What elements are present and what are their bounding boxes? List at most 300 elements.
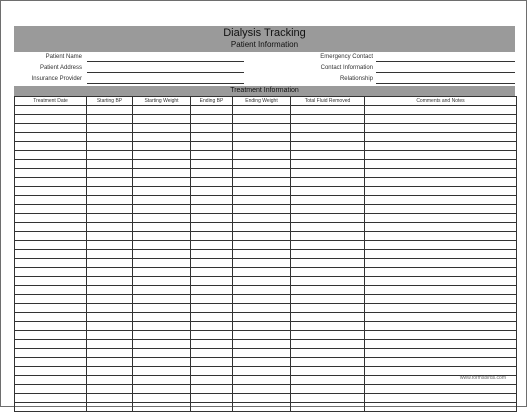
table-cell[interactable]: [291, 340, 365, 349]
footer-url: www.formsbirds.com: [459, 375, 506, 381]
table-cell[interactable]: [291, 124, 365, 133]
table-cell[interactable]: [365, 286, 517, 295]
table-cell[interactable]: [191, 160, 233, 169]
table-cell[interactable]: [233, 250, 291, 259]
table-cell[interactable]: [191, 223, 233, 232]
table-row: [15, 331, 517, 340]
table-row: [15, 187, 517, 196]
table-cell[interactable]: [133, 115, 191, 124]
relationship-line[interactable]: [376, 83, 515, 84]
table-cell[interactable]: [87, 124, 133, 133]
table-cell[interactable]: [87, 313, 133, 322]
table-cell[interactable]: [291, 394, 365, 403]
table-row: [15, 241, 517, 250]
table-cell[interactable]: [291, 133, 365, 142]
table-cell[interactable]: [15, 187, 87, 196]
table-cell[interactable]: [233, 358, 291, 367]
table-cell[interactable]: [233, 214, 291, 223]
table-row: [15, 151, 517, 160]
table-cell[interactable]: [15, 178, 87, 187]
table-cell[interactable]: [133, 304, 191, 313]
table-cell[interactable]: [291, 376, 365, 385]
table-cell[interactable]: [291, 250, 365, 259]
table-cell[interactable]: [233, 322, 291, 331]
table-cell[interactable]: [233, 133, 291, 142]
table-cell[interactable]: [291, 358, 365, 367]
table-cell[interactable]: [133, 268, 191, 277]
table-cell[interactable]: [233, 169, 291, 178]
table-cell[interactable]: [133, 232, 191, 241]
table-cell[interactable]: [233, 376, 291, 385]
table-cell[interactable]: [291, 277, 365, 286]
table-cell[interactable]: [15, 358, 87, 367]
table-cell[interactable]: [291, 259, 365, 268]
table-cell[interactable]: [233, 151, 291, 160]
table-cell[interactable]: [191, 115, 233, 124]
table-cell[interactable]: [191, 169, 233, 178]
table-cell[interactable]: [133, 151, 191, 160]
table-cell[interactable]: [291, 142, 365, 151]
table-cell[interactable]: [291, 232, 365, 241]
table-cell[interactable]: [87, 133, 133, 142]
table-row: [15, 358, 517, 367]
table-cell[interactable]: [87, 385, 133, 394]
table-cell[interactable]: [233, 187, 291, 196]
table-cell[interactable]: [15, 214, 87, 223]
table-cell[interactable]: [15, 205, 87, 214]
table-cell[interactable]: [365, 142, 517, 151]
table-cell[interactable]: [291, 106, 365, 115]
table-cell[interactable]: [133, 367, 191, 376]
table-cell[interactable]: [233, 259, 291, 268]
column-header-treatment-date: Treatment Date: [15, 97, 87, 106]
table-cell[interactable]: [291, 403, 365, 412]
patient-address-line[interactable]: [87, 72, 244, 73]
table-row: [15, 133, 517, 142]
table-cell[interactable]: [191, 205, 233, 214]
table-cell[interactable]: [87, 331, 133, 340]
table-cell[interactable]: [365, 160, 517, 169]
table-row: [15, 223, 517, 232]
column-header-ending-bp: Ending BP: [191, 97, 233, 106]
table-cell[interactable]: [133, 358, 191, 367]
table-cell[interactable]: [233, 106, 291, 115]
table-cell[interactable]: [133, 277, 191, 286]
table-row: [15, 340, 517, 349]
table-cell[interactable]: [191, 250, 233, 259]
treatment-table: [14, 96, 517, 412]
table-cell[interactable]: [87, 142, 133, 151]
table-row: [15, 106, 517, 115]
table-cell[interactable]: [233, 286, 291, 295]
patient-address-field[interactable]: [14, 63, 244, 74]
table-cell[interactable]: [15, 295, 87, 304]
table-cell[interactable]: [191, 232, 233, 241]
table-cell[interactable]: [191, 385, 233, 394]
table-cell[interactable]: [191, 358, 233, 367]
table-cell[interactable]: [233, 232, 291, 241]
table-cell[interactable]: [191, 295, 233, 304]
table-cell[interactable]: [191, 322, 233, 331]
title-bar: [14, 26, 515, 52]
table-cell[interactable]: [291, 214, 365, 223]
table-cell[interactable]: [87, 286, 133, 295]
table-cell[interactable]: [291, 151, 365, 160]
table-cell[interactable]: [191, 124, 233, 133]
table-cell[interactable]: [87, 295, 133, 304]
table-cell[interactable]: [191, 331, 233, 340]
table-cell[interactable]: [133, 295, 191, 304]
table-cell[interactable]: [191, 340, 233, 349]
table-cell[interactable]: [87, 223, 133, 232]
table-cell[interactable]: [233, 142, 291, 151]
table-cell[interactable]: [15, 223, 87, 232]
table-row: [15, 250, 517, 259]
table-cell[interactable]: [365, 385, 517, 394]
table-cell[interactable]: [291, 304, 365, 313]
table-cell[interactable]: [133, 394, 191, 403]
table-cell[interactable]: [133, 403, 191, 412]
table-cell[interactable]: [87, 232, 133, 241]
table-cell[interactable]: [191, 277, 233, 286]
table-cell[interactable]: [191, 394, 233, 403]
table-cell[interactable]: [15, 160, 87, 169]
table-cell[interactable]: [15, 124, 87, 133]
table-cell[interactable]: [233, 394, 291, 403]
table-cell[interactable]: [191, 367, 233, 376]
table-cell[interactable]: [291, 223, 365, 232]
table-cell[interactable]: [87, 367, 133, 376]
table-row: [15, 376, 517, 385]
table-cell[interactable]: [15, 106, 87, 115]
table-cell[interactable]: [133, 142, 191, 151]
table-row: [15, 322, 517, 331]
insurance-provider-line[interactable]: [87, 83, 244, 84]
table-cell[interactable]: [233, 196, 291, 205]
table-cell[interactable]: [291, 241, 365, 250]
table-row: [15, 295, 517, 304]
contact-information-line[interactable]: [376, 72, 515, 73]
table-cell[interactable]: [15, 394, 87, 403]
table-cell[interactable]: [15, 403, 87, 412]
column-header-comments-and-notes: Comments and Notes: [365, 97, 517, 106]
table-cell[interactable]: [365, 124, 517, 133]
table-cell[interactable]: [133, 331, 191, 340]
column-header-starting-bp: Starting BP: [87, 97, 133, 106]
table-cell[interactable]: [233, 385, 291, 394]
table-cell[interactable]: [365, 232, 517, 241]
table-cell[interactable]: [133, 340, 191, 349]
table-cell[interactable]: [291, 205, 365, 214]
table-cell[interactable]: [233, 205, 291, 214]
table-cell[interactable]: [365, 322, 517, 331]
table-cell[interactable]: [291, 169, 365, 178]
table-cell[interactable]: [15, 259, 87, 268]
table-cell[interactable]: [233, 178, 291, 187]
column-header-ending-weight: Ending Weight: [233, 97, 291, 106]
patient-name-line[interactable]: [87, 61, 244, 62]
table-cell[interactable]: [291, 160, 365, 169]
insurance-provider-field[interactable]: [14, 74, 244, 85]
table-row: [15, 268, 517, 277]
table-cell[interactable]: [15, 151, 87, 160]
table-cell[interactable]: [365, 403, 517, 412]
table-cell[interactable]: [15, 367, 87, 376]
table-row: [15, 178, 517, 187]
table-cell[interactable]: [87, 277, 133, 286]
table-cell[interactable]: [291, 331, 365, 340]
table-cell[interactable]: [365, 268, 517, 277]
patient-information-heading: Patient Information: [230, 40, 299, 49]
table-cell[interactable]: [87, 259, 133, 268]
table-cell[interactable]: [133, 286, 191, 295]
table-row: [15, 214, 517, 223]
table-cell[interactable]: [87, 358, 133, 367]
insurance-provider-label: Insurance Provider: [31, 76, 82, 82]
table-cell[interactable]: [133, 223, 191, 232]
table-cell[interactable]: [365, 349, 517, 358]
table-cell[interactable]: [87, 187, 133, 196]
table-cell[interactable]: [191, 142, 233, 151]
table-cell[interactable]: [365, 295, 517, 304]
table-cell[interactable]: [291, 322, 365, 331]
column-header-total-fluid-removed: Total Fluid Removed: [291, 97, 365, 106]
table-cell[interactable]: [191, 376, 233, 385]
table-cell[interactable]: [15, 241, 87, 250]
table-cell[interactable]: [87, 151, 133, 160]
table-cell[interactable]: [233, 367, 291, 376]
table-cell[interactable]: [365, 196, 517, 205]
table-cell[interactable]: [365, 223, 517, 232]
table-cell[interactable]: [233, 160, 291, 169]
table-cell[interactable]: [291, 187, 365, 196]
table-cell[interactable]: [291, 295, 365, 304]
table-cell[interactable]: [191, 133, 233, 142]
table-cell[interactable]: [291, 268, 365, 277]
table-cell[interactable]: [291, 349, 365, 358]
table-cell[interactable]: [15, 268, 87, 277]
table-cell[interactable]: [191, 214, 233, 223]
table-cell[interactable]: [233, 277, 291, 286]
contact-information-field[interactable]: [284, 63, 515, 74]
table-cell[interactable]: [291, 196, 365, 205]
table-cell[interactable]: [87, 214, 133, 223]
table-cell[interactable]: [15, 142, 87, 151]
table-cell[interactable]: [15, 322, 87, 331]
table-row: [15, 142, 517, 151]
table-cell[interactable]: [87, 349, 133, 358]
table-cell[interactable]: [87, 268, 133, 277]
table-cell[interactable]: [133, 160, 191, 169]
table-cell[interactable]: [365, 151, 517, 160]
table-cell[interactable]: [133, 313, 191, 322]
table-cell[interactable]: [133, 106, 191, 115]
table-cell[interactable]: [191, 286, 233, 295]
table-cell[interactable]: [365, 214, 517, 223]
table-cell[interactable]: [87, 376, 133, 385]
table-cell[interactable]: [15, 313, 87, 322]
table-row: [15, 232, 517, 241]
table-cell[interactable]: [191, 187, 233, 196]
table-cell[interactable]: [233, 295, 291, 304]
table-cell[interactable]: [191, 349, 233, 358]
table-cell[interactable]: [365, 259, 517, 268]
table-row: [15, 349, 517, 358]
table-cell[interactable]: [87, 106, 133, 115]
table-row: [15, 313, 517, 322]
table-row: [15, 304, 517, 313]
table-cell[interactable]: [365, 358, 517, 367]
table-cell[interactable]: [133, 169, 191, 178]
contact-information-label: Contact Information: [320, 65, 373, 71]
table-cell[interactable]: [191, 313, 233, 322]
table-row: [15, 160, 517, 169]
table-cell[interactable]: [133, 133, 191, 142]
table-cell[interactable]: [87, 205, 133, 214]
table-cell[interactable]: [365, 133, 517, 142]
table-cell[interactable]: [87, 403, 133, 412]
table-cell[interactable]: [15, 349, 87, 358]
table-row: [15, 394, 517, 403]
treatment-information-bar: [14, 86, 515, 96]
table-cell[interactable]: [15, 169, 87, 178]
table-cell[interactable]: [15, 277, 87, 286]
table-cell[interactable]: [191, 241, 233, 250]
table-cell[interactable]: [133, 214, 191, 223]
table-cell[interactable]: [15, 286, 87, 295]
table-cell[interactable]: [233, 340, 291, 349]
emergency-contact-label: Emergency Contact: [320, 54, 373, 60]
table-cell[interactable]: [87, 160, 133, 169]
table-row: [15, 277, 517, 286]
table-cell[interactable]: [233, 349, 291, 358]
patient-name-field[interactable]: [14, 52, 244, 63]
emergency-contact-line[interactable]: [376, 61, 515, 62]
table-cell[interactable]: [191, 304, 233, 313]
table-cell[interactable]: [233, 223, 291, 232]
table-cell[interactable]: [87, 340, 133, 349]
table-cell[interactable]: [365, 241, 517, 250]
table-cell[interactable]: [365, 178, 517, 187]
table-row: [15, 205, 517, 214]
table-cell[interactable]: [291, 313, 365, 322]
table-cell[interactable]: [291, 286, 365, 295]
table-cell[interactable]: [87, 250, 133, 259]
table-cell[interactable]: [233, 304, 291, 313]
table-cell[interactable]: [365, 331, 517, 340]
table-cell[interactable]: [291, 385, 365, 394]
table-cell[interactable]: [291, 178, 365, 187]
table-cell[interactable]: [291, 367, 365, 376]
table-row: [15, 286, 517, 295]
table-cell[interactable]: [15, 376, 87, 385]
emergency-contact-field[interactable]: [284, 52, 515, 63]
table-cell[interactable]: [365, 205, 517, 214]
table-row: [15, 367, 517, 376]
table-cell[interactable]: [15, 250, 87, 259]
table-cell[interactable]: [191, 259, 233, 268]
table-cell[interactable]: [87, 304, 133, 313]
table-cell[interactable]: [87, 322, 133, 331]
table-cell[interactable]: [15, 196, 87, 205]
table-cell[interactable]: [233, 313, 291, 322]
table-cell[interactable]: [191, 196, 233, 205]
table-cell[interactable]: [133, 205, 191, 214]
table-cell[interactable]: [133, 322, 191, 331]
table-cell[interactable]: [15, 331, 87, 340]
relationship-field[interactable]: [284, 74, 515, 85]
table-cell[interactable]: [365, 304, 517, 313]
table-row: [15, 115, 517, 124]
table-cell[interactable]: [15, 385, 87, 394]
table-cell[interactable]: [133, 241, 191, 250]
table-cell[interactable]: [87, 178, 133, 187]
table-row: [15, 385, 517, 394]
table-cell[interactable]: [233, 331, 291, 340]
table-cell[interactable]: [87, 394, 133, 403]
table-row: [15, 259, 517, 268]
table-cell[interactable]: [133, 349, 191, 358]
table-cell[interactable]: [133, 376, 191, 385]
table-cell[interactable]: [233, 115, 291, 124]
relationship-label: Relationship: [339, 76, 373, 82]
table-cell[interactable]: [191, 178, 233, 187]
table-cell[interactable]: [15, 232, 87, 241]
table-cell[interactable]: [133, 124, 191, 133]
table-cell[interactable]: [191, 151, 233, 160]
table-cell[interactable]: [365, 115, 517, 124]
table-cell[interactable]: [87, 241, 133, 250]
table-cell[interactable]: [191, 106, 233, 115]
table-cell[interactable]: [365, 277, 517, 286]
table-cell[interactable]: [133, 196, 191, 205]
table-cell[interactable]: [365, 313, 517, 322]
table-cell[interactable]: [233, 124, 291, 133]
table-cell[interactable]: [15, 304, 87, 313]
table-cell[interactable]: [365, 187, 517, 196]
table-cell[interactable]: [133, 178, 191, 187]
patient-information-fields: [14, 52, 515, 85]
table-header-row: [15, 97, 517, 106]
table-cell[interactable]: [365, 169, 517, 178]
table-cell[interactable]: [233, 268, 291, 277]
column-header-starting-weight: Starting Weight: [133, 97, 191, 106]
table-cell[interactable]: [15, 115, 87, 124]
table-cell[interactable]: [15, 340, 87, 349]
table-cell[interactable]: [133, 187, 191, 196]
table-cell[interactable]: [133, 259, 191, 268]
table-cell[interactable]: [87, 115, 133, 124]
table-cell[interactable]: [233, 241, 291, 250]
table-cell[interactable]: [133, 385, 191, 394]
patient-name-label: Patient Name: [45, 54, 82, 60]
table-cell[interactable]: [365, 394, 517, 403]
table-cell[interactable]: [191, 403, 233, 412]
table-cell[interactable]: [365, 250, 517, 259]
table-cell[interactable]: [291, 115, 365, 124]
treatment-information-heading: Treatment Information: [230, 87, 299, 94]
patient-address-label: Patient Address: [39, 65, 82, 71]
table-cell[interactable]: [365, 106, 517, 115]
table-cell[interactable]: [191, 268, 233, 277]
table-cell[interactable]: [87, 196, 133, 205]
table-cell[interactable]: [133, 250, 191, 259]
table-cell[interactable]: [365, 340, 517, 349]
table-cell[interactable]: [87, 169, 133, 178]
table-cell[interactable]: [233, 403, 291, 412]
table-row: [15, 403, 517, 412]
table-cell[interactable]: [15, 133, 87, 142]
